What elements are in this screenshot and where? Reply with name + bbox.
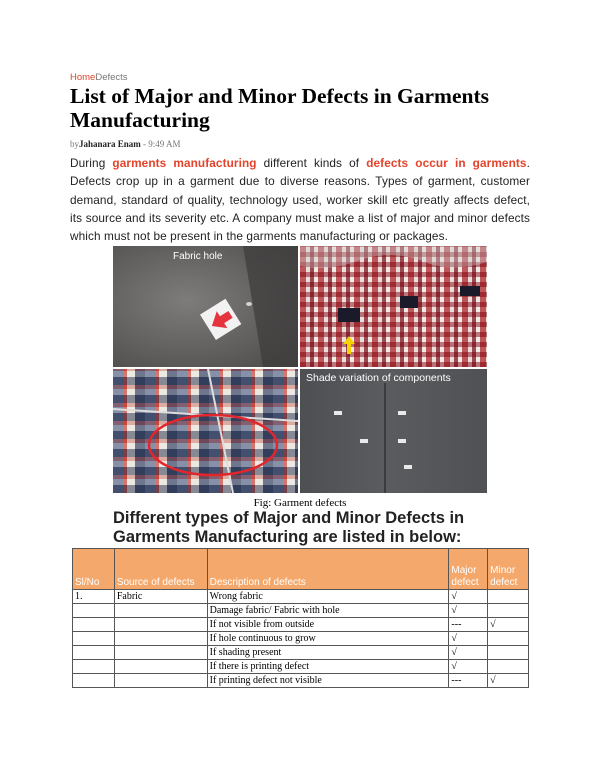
defects-table (72, 548, 529, 688)
cell-source: Fabric (114, 590, 207, 604)
cell-sl (73, 660, 115, 674)
table-row (73, 632, 529, 646)
garments-manufacturing-link[interactable]: garments manufacturing (112, 156, 257, 170)
header-minor: Minor defect (488, 549, 529, 590)
table-row (73, 674, 529, 688)
cell-sl (73, 646, 115, 660)
plaid-seam-photo (113, 369, 298, 493)
defects-occur-link[interactable]: defects occur in garments (366, 156, 527, 170)
cell-source (114, 646, 207, 660)
byline-separator: - (140, 139, 149, 149)
byline-prefix: by (70, 139, 79, 149)
header-sl-no: Sl/No (73, 549, 115, 590)
cell-description: Damage fabric/ Fabric with hole (207, 604, 449, 618)
checked-shirts-photo (300, 246, 487, 367)
shade-variation-photo (300, 369, 487, 493)
header-major: Major defect (449, 549, 488, 590)
cell-minor: √ (488, 618, 529, 632)
table-row (73, 660, 529, 674)
cell-minor (488, 590, 529, 604)
intro-text-3: . Defects crop up in a garment due to diverse reasons. Types of garment, customer demand, standard of quality, technology used, worker skill etc greatly affects defect, its source and its severity etc. A company must make a list of major and minor defects which must not be present in the garments manufacturing or packages. (70, 156, 530, 244)
cell-minor (488, 660, 529, 674)
cell-major: --- (449, 618, 488, 632)
breadcrumb (70, 72, 128, 83)
figure-caption: Fig: Garment defects (253, 497, 347, 509)
cell-sl (73, 618, 115, 632)
cell-source (114, 660, 207, 674)
shade-variation-illustration (300, 369, 487, 493)
cell-source (114, 604, 207, 618)
header-description: Description of defects (207, 549, 449, 590)
cell-minor (488, 632, 529, 646)
table-row (73, 646, 529, 660)
cell-source (114, 674, 207, 688)
cell-sl: 1. (73, 590, 115, 604)
shade-variation-label: Shade variation of components (306, 372, 451, 384)
cell-sl (73, 674, 115, 688)
cell-description: If hole continuous to grow (207, 632, 449, 646)
cell-minor (488, 604, 529, 618)
defect-circle-illustration (113, 369, 298, 493)
cell-major: √ (449, 646, 488, 660)
cell-minor (488, 646, 529, 660)
cell-major: --- (449, 674, 488, 688)
table-row (73, 618, 529, 632)
cell-sl (73, 604, 115, 618)
breadcrumb-category-link[interactable]: Defects (95, 72, 128, 83)
fabric-hole-illustration (113, 246, 298, 367)
table-header-row (73, 549, 529, 590)
intro-text-1: During (70, 156, 113, 170)
header-source: Source of defects (114, 549, 207, 590)
cell-major: √ (449, 604, 488, 618)
shirt-illustration (300, 246, 487, 367)
byline (70, 139, 181, 149)
cell-source (114, 632, 207, 646)
cell-minor: √ (488, 674, 529, 688)
intro-text-2: different kinds of (256, 156, 367, 170)
cell-description: If not visible from outside (207, 618, 449, 632)
author-name[interactable]: Jahanara Enam (79, 139, 141, 149)
cell-description: If there is printing defect (207, 660, 449, 674)
fabric-hole-label: Fabric hole (173, 251, 223, 262)
fabric-hole-photo (113, 246, 298, 367)
section-heading: Different types of Major and Minor Defects in Garments Manufacturing are listed in below: (113, 509, 465, 546)
table-row (73, 590, 529, 604)
cell-major: √ (449, 590, 488, 604)
intro-paragraph (70, 154, 530, 245)
post-time: 9:49 AM (148, 139, 181, 149)
cell-description: If shading present (207, 646, 449, 660)
table-row (73, 604, 529, 618)
cell-sl (73, 632, 115, 646)
garment-defects-figure (113, 246, 487, 493)
cell-description: If printing defect not visible (207, 674, 449, 688)
page-title: List of Major and Minor Defects in Garments Manufacturing (70, 84, 489, 132)
breadcrumb-home-link[interactable]: Home (70, 72, 96, 83)
cell-major: √ (449, 632, 488, 646)
cell-source (114, 618, 207, 632)
cell-description: Wrong fabric (207, 590, 449, 604)
cell-major: √ (449, 660, 488, 674)
